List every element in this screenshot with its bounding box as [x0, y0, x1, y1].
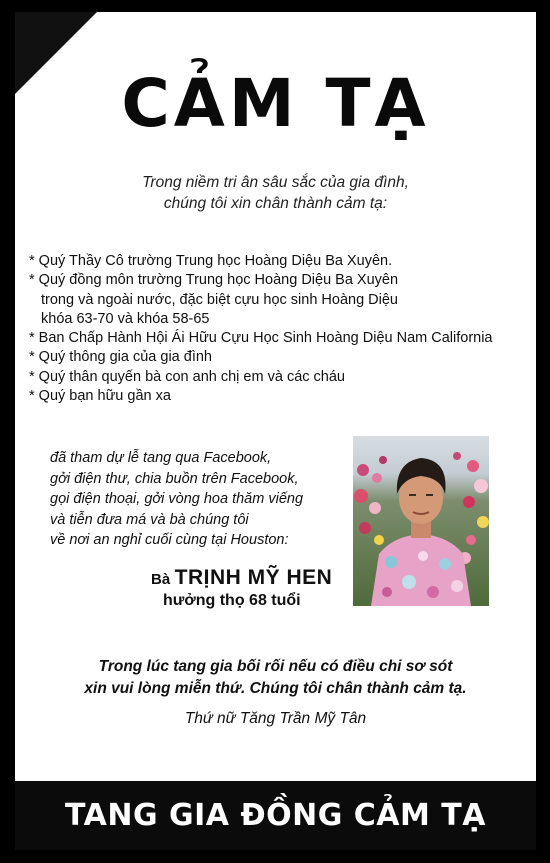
list-item: * Quý đồng môn trường Trung học Hoàng Diệu Ba Xuyên [29, 272, 399, 289]
portrait-photo [353, 436, 489, 606]
list-item: * Quý thân quyến bà con anh chị em và các cháu [29, 368, 345, 385]
closing-text [15, 656, 536, 700]
attend-line: về nơi an nghỉ cuối cùng tại Houston: [50, 532, 289, 548]
intro-line: Trong niềm tri ân sâu sắc của gia đình, [142, 174, 409, 191]
attendance-text [50, 448, 350, 551]
list-item: * Ban Chấp Hành Hội Ái Hữu Cựu Học Sinh Hoàng Diệu Nam California [29, 330, 493, 347]
deceased-name [151, 566, 332, 590]
attend-line: đã tham dự lễ tang qua Facebook, [50, 450, 272, 466]
intro-line: chúng tôi xin chân thành cảm tạ: [163, 195, 388, 212]
list-item-continuation: khóa 63-70 và khóa 58-65 [41, 310, 210, 327]
attend-line: gởi điện thư, chia buồn trên Facebook, [50, 470, 299, 487]
footer-banner [15, 781, 536, 850]
deceased-age: hưởng thọ 68 tuổi [163, 592, 301, 609]
page-title: CẢM TẠ [121, 65, 430, 142]
closing-line: xin vui lòng miễn thứ. Chúng tôi chân thành cảm tạ. [84, 680, 467, 697]
closing-line: Trong lúc tang gia bối rối nếu có điều chi sơ sót [98, 658, 453, 675]
intro-text [15, 172, 536, 214]
list-item: * Quý Thầy Cô trường Trung học Hoàng Diệu Ba Xuyên. [29, 253, 393, 269]
attend-line: gọi điện thoại, gởi vòng hoa thăm viếng [50, 491, 304, 507]
notice-card [15, 12, 536, 850]
banner-text: TANG GIA ĐỒNG CẢM TẠ [64, 798, 486, 833]
signature: Thứ nữ Tăng Trần Mỹ Tân [184, 710, 367, 727]
name-text: TRỊNH MỸ HEN [174, 566, 333, 589]
name-prefix: Bà [151, 571, 171, 588]
list-item: * Quý bạn hữu gần xa [29, 388, 171, 405]
list-item-continuation: trong và ngoài nước, đặc biệt cựu học sinh Hoàng Diệu [41, 291, 398, 308]
thanks-list [29, 252, 534, 406]
list-item: * Quý thông gia của gia đình [29, 349, 212, 366]
attend-line: và tiễn đưa má và bà chúng tôi [50, 511, 249, 528]
